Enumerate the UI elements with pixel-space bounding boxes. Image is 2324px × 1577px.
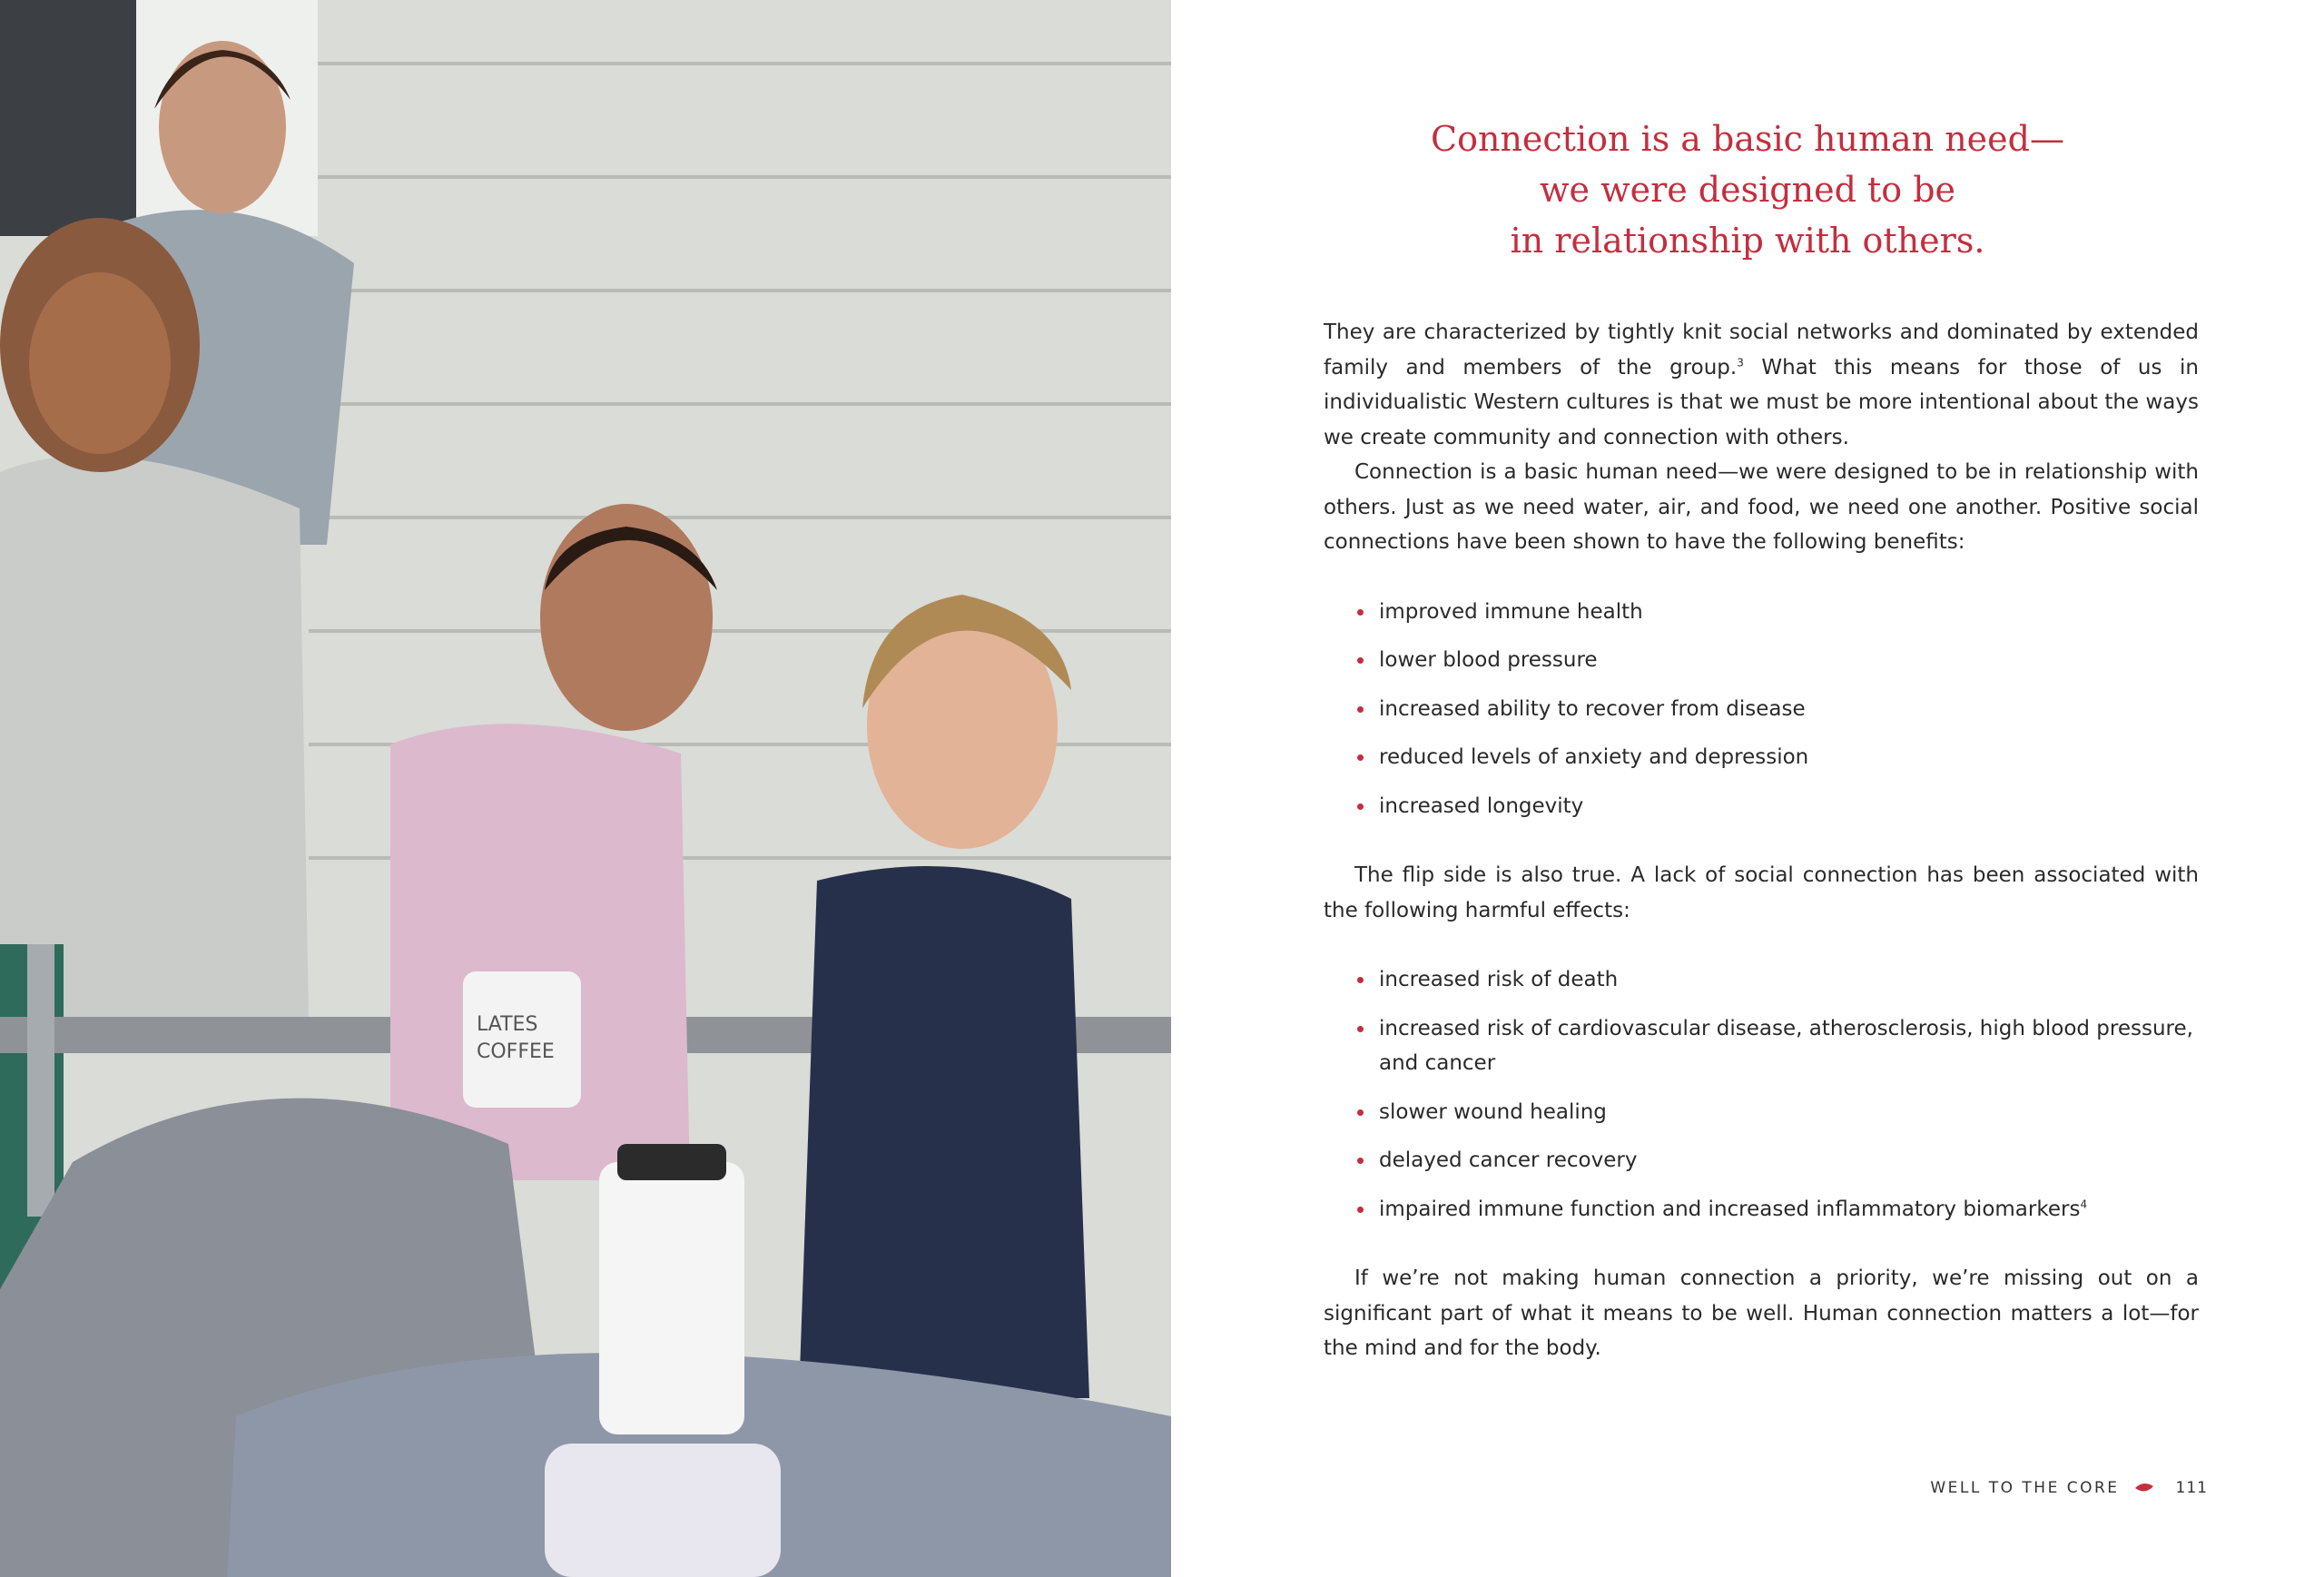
list-item: improved immune health: [1324, 595, 2199, 630]
paragraph-1-part-a: They are characterized by tightly knit social networks and dominated by extended family and members of the group.: [1324, 320, 2199, 379]
list-item: [1324, 1192, 2199, 1227]
paragraph-2: Connection is a basic human need—we were designed to be in relationship with others. Just as we need water, air, and food, we need one another. Positive social connections have been shown to have the following benefits:: [1324, 460, 2199, 554]
pull-quote-line: Connection is a basic human need—: [1431, 119, 2064, 159]
footnote-ref-4: 4: [2080, 1197, 2088, 1210]
list-item: increased longevity: [1324, 789, 2199, 824]
page-footer: [1930, 1479, 2208, 1497]
list-item: increased ability to recover from disease: [1324, 692, 2199, 727]
paragraph-3: The flip side is also true. A lack of social connection has been associated with the following harmful effects:: [1324, 863, 2199, 922]
page-number: 111: [2175, 1479, 2208, 1497]
list-item: reduced levels of anxiety and depression: [1324, 740, 2199, 775]
harms-list: [1324, 962, 2199, 1227]
pull-quote-line: in relationship with others.: [1510, 221, 1985, 261]
paragraph-1-part-b: What this means for those of us in individualistic Western cultures is that we must be more intentional about the ways we create community and connection with others.: [1324, 355, 2199, 449]
list-item: lower blood pressure: [1324, 643, 2199, 678]
mug-text-line-1: LATES: [477, 1013, 538, 1036]
list-item: increased risk of cardiovascular disease, atherosclerosis, high blood pressure, and cancer: [1324, 1011, 2199, 1081]
list-item-text: impaired immune function and increased inflammatory biomarkers: [1379, 1197, 2081, 1221]
list-item: slower wound healing: [1324, 1095, 2199, 1130]
benefits-list: [1324, 595, 2199, 824]
paragraph-1: [1324, 315, 2199, 455]
list-item: increased risk of death: [1324, 962, 2199, 998]
book-title: WELL TO THE CORE: [1930, 1479, 2120, 1497]
body-text: [1324, 315, 2199, 1366]
list-item: delayed cancer recovery: [1324, 1143, 2199, 1178]
pull-quote-line: we were designed to be: [1539, 170, 1956, 210]
footnote-ref-3: 3: [1737, 355, 1744, 369]
paragraph-4: If we’re not making human connection a priority, we’re missing out on a significant part of what it means to be well. Human connection matters a lot—for the mind and for the body.: [1324, 1267, 2199, 1360]
leaf-icon: [2134, 1483, 2154, 1493]
text-page: [1171, 0, 2324, 1577]
pull-quote: [1171, 113, 2324, 266]
mug-text-line-2: COFFEE: [477, 1040, 555, 1063]
